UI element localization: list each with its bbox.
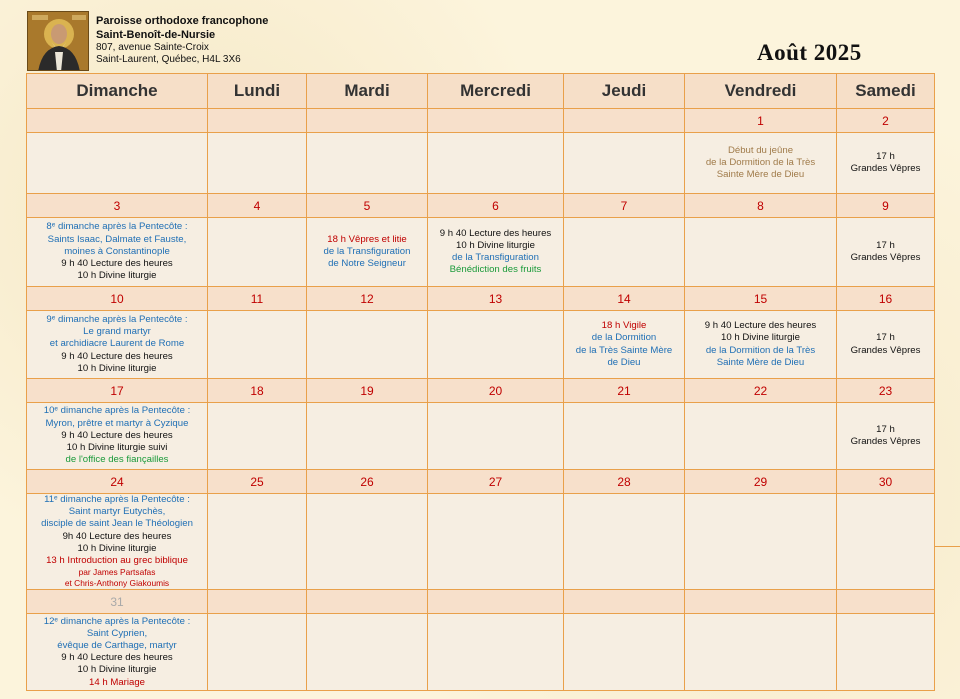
date-number: 18 bbox=[208, 379, 307, 403]
event-line: 9 h 40 Lecture des heures bbox=[61, 258, 173, 270]
week-events-row bbox=[27, 494, 935, 590]
date-number bbox=[428, 590, 564, 614]
day-cell bbox=[208, 133, 307, 194]
parish-name: Paroisse orthodoxe francophone bbox=[96, 15, 269, 27]
event-line: 9ᵉ dimanche après la Pentecôte : bbox=[46, 313, 188, 325]
date-number: 29 bbox=[685, 470, 837, 494]
date-number: 19 bbox=[307, 379, 428, 403]
event-line: 18 h Vêpres et litie bbox=[327, 233, 407, 245]
week-date-row bbox=[27, 590, 935, 614]
event-line: 14 h Mariage bbox=[89, 676, 145, 688]
event-line: 10 h Divine liturgie suivi bbox=[66, 442, 168, 454]
week-date-row bbox=[27, 470, 935, 494]
event-line: 10 h Divine liturgie bbox=[77, 270, 157, 282]
date-number: 15 bbox=[685, 287, 837, 311]
event-line: Sainte Mère de Dieu bbox=[716, 169, 805, 181]
saint-benedict-icon bbox=[27, 11, 89, 71]
day-header-mercredi: Mercredi bbox=[428, 74, 564, 109]
event-line: de la Transfiguration bbox=[452, 252, 539, 263]
day-cell bbox=[27, 614, 208, 691]
week-date-row bbox=[27, 109, 935, 133]
day-cell bbox=[428, 494, 564, 590]
event-line: et archidiacre Laurent de Rome bbox=[49, 338, 185, 350]
day-header-samedi: Samedi bbox=[837, 74, 935, 109]
day-cell bbox=[685, 311, 837, 379]
date-number bbox=[685, 590, 837, 614]
day-cell bbox=[208, 494, 307, 590]
week-events-row bbox=[27, 403, 935, 470]
date-number: 31 bbox=[27, 590, 208, 614]
day-cell bbox=[837, 311, 935, 379]
date-number: 30 bbox=[837, 470, 935, 494]
event-line: 17 h bbox=[876, 423, 895, 435]
day-cell bbox=[27, 311, 208, 379]
date-number: 21 bbox=[564, 379, 685, 403]
date-number: 14 bbox=[564, 287, 685, 311]
event-line: de la Transfiguration bbox=[323, 245, 411, 257]
event-line: 17 h bbox=[876, 332, 895, 344]
event-line: évêque de Carthage, martyr bbox=[57, 640, 177, 652]
day-cell bbox=[307, 403, 428, 470]
date-number: 7 bbox=[564, 194, 685, 218]
date-number: 17 bbox=[27, 379, 208, 403]
day-cell bbox=[428, 133, 564, 194]
event-line: Saint Cyprien, bbox=[86, 627, 148, 639]
day-cell bbox=[564, 218, 685, 287]
event-line: de Notre Seigneur bbox=[328, 258, 406, 270]
day-cell bbox=[685, 403, 837, 470]
day-cell bbox=[27, 403, 208, 470]
date-number: 26 bbox=[307, 470, 428, 494]
date-number: 4 bbox=[208, 194, 307, 218]
day-cell bbox=[208, 403, 307, 470]
date-number: 25 bbox=[208, 470, 307, 494]
event-line: 9 h 40 Lecture des heures bbox=[61, 652, 173, 664]
event-line: 8ᵉ dimanche après la Pentecôte : bbox=[46, 221, 188, 233]
date-number: 27 bbox=[428, 470, 564, 494]
day-cell bbox=[27, 133, 208, 194]
date-number bbox=[208, 109, 307, 133]
event-line: 12ᵉ dimanche après la Pentecôte : bbox=[43, 615, 191, 627]
date-number: 1 bbox=[685, 109, 837, 133]
day-cell bbox=[208, 218, 307, 287]
day-header-mardi: Mardi bbox=[307, 74, 428, 109]
month-title: Août 2025 bbox=[757, 40, 862, 65]
day-cell bbox=[208, 311, 307, 379]
event-line: 9 h 40 Lecture des heures bbox=[704, 320, 817, 332]
day-cell bbox=[307, 133, 428, 194]
event-line: disciple de saint Jean le Théologien bbox=[41, 518, 193, 530]
day-cell bbox=[564, 311, 685, 379]
event-line: Bénédiction des fruits bbox=[449, 264, 542, 276]
week-events-row bbox=[27, 218, 935, 287]
day-cell bbox=[428, 218, 564, 287]
date-number: 5 bbox=[307, 194, 428, 218]
day-cell bbox=[307, 614, 428, 691]
week-events-row bbox=[27, 311, 935, 379]
day-cell bbox=[27, 218, 208, 287]
parish-saint: Saint-Benoît-de-Nursie bbox=[96, 29, 216, 41]
event-line: par James Partsafas bbox=[78, 567, 156, 578]
day-cell bbox=[564, 494, 685, 590]
event-line: 9h 40 Lecture des heures bbox=[62, 530, 172, 542]
calendar-grid bbox=[26, 73, 935, 691]
week-date-row bbox=[27, 194, 935, 218]
event-line: 9 h 40 Lecture des heures bbox=[439, 227, 552, 239]
day-cell bbox=[685, 133, 837, 194]
day-cell bbox=[837, 614, 935, 691]
event-line: 17 h bbox=[876, 150, 895, 162]
address-line-2: Saint-Laurent, Québec, H4L 3X6 bbox=[96, 54, 241, 65]
event-line: 9 h 40 Lecture des heures bbox=[61, 429, 173, 441]
day-cell bbox=[685, 494, 837, 590]
date-number: 3 bbox=[27, 194, 208, 218]
date-number bbox=[837, 590, 935, 614]
day-cell bbox=[564, 133, 685, 194]
day-cell bbox=[564, 614, 685, 691]
date-number bbox=[27, 109, 208, 133]
week-events-row bbox=[27, 133, 935, 194]
day-cell bbox=[27, 494, 208, 590]
day-header-dimanche: Dimanche bbox=[27, 74, 208, 109]
date-number: 22 bbox=[685, 379, 837, 403]
event-line: 10ᵉ dimanche après la Pentecôte : bbox=[43, 405, 191, 417]
date-number: 10 bbox=[27, 287, 208, 311]
date-number: 6 bbox=[428, 194, 564, 218]
parish-info bbox=[96, 14, 268, 66]
day-cell bbox=[837, 494, 935, 590]
date-number: 16 bbox=[837, 287, 935, 311]
date-number bbox=[564, 590, 685, 614]
day-cell bbox=[685, 218, 837, 287]
event-line: 13 h Introduction au grec biblique bbox=[46, 555, 188, 567]
date-number bbox=[307, 590, 428, 614]
day-cell bbox=[307, 311, 428, 379]
address-line-1: 807, avenue Sainte-Croix bbox=[96, 42, 209, 53]
event-line: 10 h Divine liturgie bbox=[456, 239, 535, 251]
event-line: Saints Isaac, Dalmate et Fauste, bbox=[47, 233, 187, 245]
day-cell bbox=[837, 218, 935, 287]
margin-rule bbox=[934, 546, 960, 547]
event-line: Grandes Vêpres bbox=[850, 163, 921, 174]
event-line: Myron, prêtre et martyr à Cyzique bbox=[45, 417, 189, 429]
event-line: 9 h 40 Lecture des heures bbox=[61, 350, 173, 362]
day-cell bbox=[428, 403, 564, 470]
day-header-lundi: Lundi bbox=[208, 74, 307, 109]
event-line: et Chris-Anthony Giakoumis bbox=[64, 578, 170, 589]
event-line: de la Dormition bbox=[591, 332, 657, 344]
day-cell bbox=[837, 133, 935, 194]
event-line: Grandes Vêpres bbox=[850, 252, 921, 263]
date-number: 20 bbox=[428, 379, 564, 403]
day-cell bbox=[428, 614, 564, 691]
date-number: 28 bbox=[564, 470, 685, 494]
date-number: 9 bbox=[837, 194, 935, 218]
event-line: Grandes Vêpres bbox=[850, 436, 921, 447]
day-cell bbox=[837, 403, 935, 470]
event-line: 18 h Vigile bbox=[601, 320, 647, 332]
event-line: 10 h Divine liturgie bbox=[721, 332, 800, 344]
week-date-row bbox=[27, 287, 935, 311]
day-cell bbox=[685, 614, 837, 691]
event-line: moines à Constantinople bbox=[64, 245, 170, 257]
day-header-vendredi: Vendredi bbox=[685, 74, 837, 109]
date-number: 13 bbox=[428, 287, 564, 311]
event-line: de la Dormition de la Très bbox=[705, 156, 816, 168]
event-line: 17 h bbox=[876, 239, 895, 251]
event-line: de l'office des fiançailles bbox=[65, 454, 169, 466]
date-number bbox=[208, 590, 307, 614]
date-number bbox=[307, 109, 428, 133]
day-cell bbox=[208, 614, 307, 691]
week-date-row bbox=[27, 379, 935, 403]
event-line: 10 h Divine liturgie bbox=[77, 664, 157, 676]
date-number: 24 bbox=[27, 470, 208, 494]
event-line: 10 h Divine liturgie bbox=[77, 542, 157, 554]
week-events-row bbox=[27, 614, 935, 691]
event-line: de Dieu bbox=[607, 356, 641, 368]
event-line: de la Très Sainte Mère bbox=[575, 344, 673, 356]
date-number bbox=[564, 109, 685, 133]
event-line: Grandes Vêpres bbox=[850, 344, 921, 356]
day-cell bbox=[428, 311, 564, 379]
day-header-jeudi: Jeudi bbox=[564, 74, 685, 109]
event-line: Saint martyr Eutychès, bbox=[68, 506, 166, 518]
event-line: de la Dormition de la Très bbox=[705, 344, 816, 356]
day-cell bbox=[564, 403, 685, 470]
date-number: 11 bbox=[208, 287, 307, 311]
date-number: 8 bbox=[685, 194, 837, 218]
event-line: 11ᵉ dimanche après la Pentecôte : bbox=[44, 494, 190, 505]
date-number: 23 bbox=[837, 379, 935, 403]
event-line: Sainte Mère de Dieu bbox=[716, 356, 805, 368]
day-cell bbox=[307, 494, 428, 590]
day-cell bbox=[307, 218, 428, 287]
date-number bbox=[428, 109, 564, 133]
date-number: 2 bbox=[837, 109, 935, 133]
event-line: Le grand martyr bbox=[83, 326, 151, 338]
event-line: 10 h Divine liturgie bbox=[77, 362, 157, 374]
event-line: Début du jeûne bbox=[727, 144, 794, 156]
date-number: 12 bbox=[307, 287, 428, 311]
